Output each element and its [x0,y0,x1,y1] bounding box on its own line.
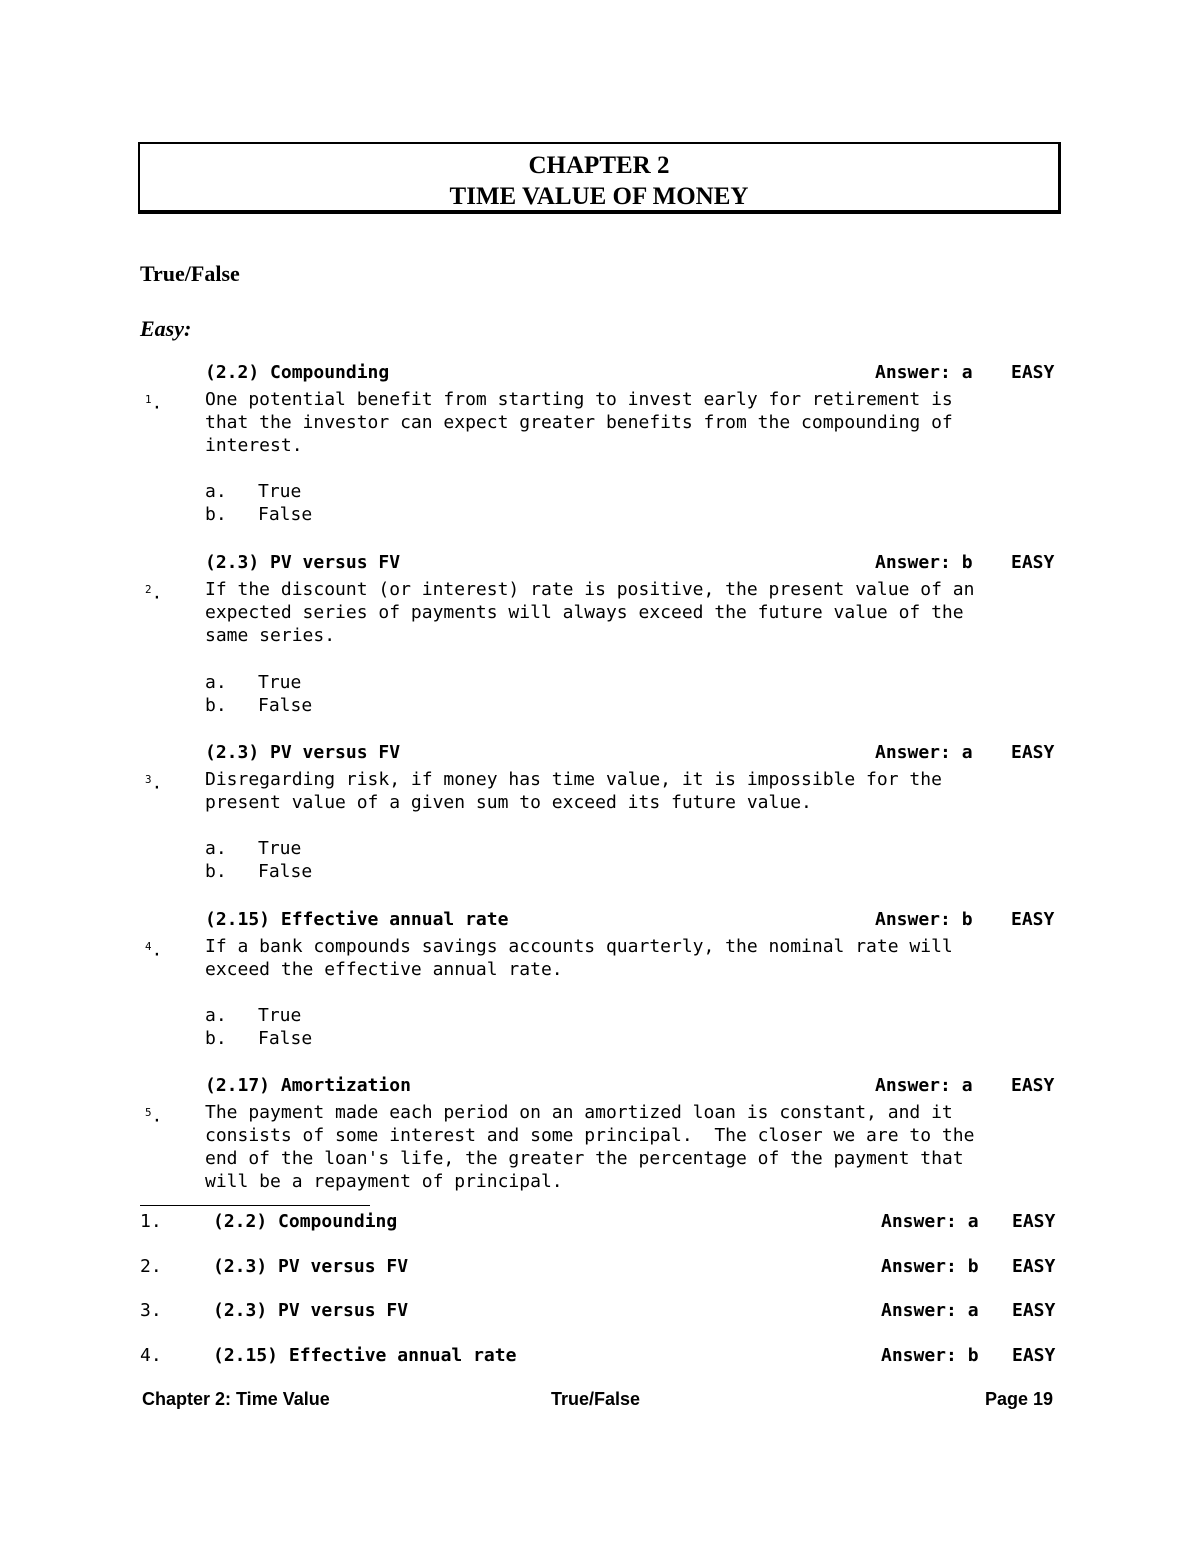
option-a: a. True [205,481,302,502]
option-b: b. False [205,1028,313,1049]
footnote-4: 4. (2.15) Effective annual rate Answer: b EASY [140,1345,1056,1366]
chapter-number: CHAPTER 2 [528,152,670,179]
option-b: b. False [205,504,313,525]
footnote-divider [140,1205,370,1206]
section-title: True/False [140,261,240,286]
footer-section: True/False [551,1389,641,1409]
question-5-text: The payment made each period on an amortized loan is constant, and it consists of some interest and some principal. The closer we are to the end of the loan's life, the greater the percentage of the payment that will be a repayment of principal. [205,1102,975,1192]
footer-page-number: Page 19 [985,1389,1054,1409]
question-answer: Answer: b [875,552,973,573]
question-topic: (2.2) Compounding [205,362,390,383]
footer-chapter: Chapter 2: Time Value [142,1389,330,1409]
question-4-number: $^4$. [145,939,163,961]
question-answer: Answer: b [875,909,973,930]
question-answer: Answer: a [875,1075,973,1096]
option-a: a. True [205,838,302,859]
option-a: a. True [205,1005,302,1026]
question-5-number: $^5$. [145,1105,163,1127]
footnote-1: 1. (2.2) Compounding Answer: a EASY [140,1211,1056,1232]
question-topic: (2.15) Effective annual rate [205,909,509,930]
question-topic: (2.3) PV versus FV [205,742,401,763]
question-3-number: $^3$. [145,772,163,794]
question-2-text: If the discount (or interest) rate is positive, the present value of an expected series of payments will always exceed the future value of the same series. [205,579,975,646]
question-difficulty: EASY [1011,552,1055,573]
question-answer: Answer: a [875,362,973,383]
question-4-text: If a bank compounds savings accounts quarterly, the nominal rate will exceed the effective annual rate. [205,936,953,980]
question-answer: Answer: a [875,742,973,763]
question-1-number: $^1$. [145,392,163,414]
question-topic: (2.17) Amortization [205,1075,411,1096]
question-2-number: $^2$. [145,582,163,604]
question-topic: (2.3) PV versus FV [205,552,401,573]
question-1-text: One potential benefit from starting to invest early for retirement is that the investor can expect greater benefits from the compounding of interest. [205,389,953,456]
question-difficulty: EASY [1011,909,1055,930]
option-b: b. False [205,695,313,716]
question-difficulty: EASY [1011,362,1055,383]
difficulty-level-title: Easy: [140,316,192,341]
question-difficulty: EASY [1011,742,1055,763]
question-3-text: Disregarding risk, if money has time value, it is impossible for the present value of a given sum to exceed its future value. [205,769,942,813]
option-b: b. False [205,861,313,882]
question-difficulty: EASY [1011,1075,1055,1096]
chapter-header-box [138,142,1061,214]
chapter-title: TIME VALUE OF MONEY [449,183,749,210]
footnote-3: 3. (2.3) PV versus FV Answer: a EASY [140,1300,1056,1321]
footnote-2: 2. (2.3) PV versus FV Answer: b EASY [140,1256,1056,1277]
option-a: a. True [205,672,302,693]
